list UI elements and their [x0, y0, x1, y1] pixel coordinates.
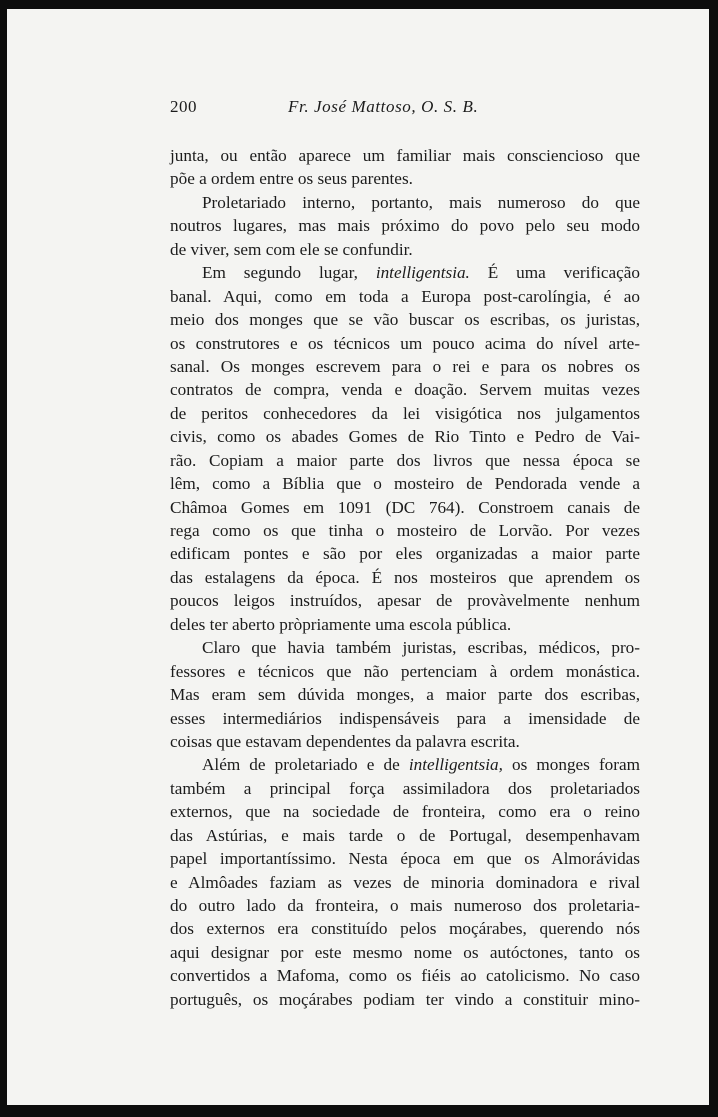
text-line: das Astúrias, e mais tarde o de Portugal, desempenhavam — [170, 825, 640, 845]
text-line: aqui designar por este mesmo nome os autóctones, tanto os — [170, 942, 640, 962]
text-line: lêm, como a Bíblia que o mosteiro de Pendorada vende a — [170, 474, 640, 494]
text-line: deles ter aberto pròpriamente uma escola pública. — [170, 614, 512, 634]
text-line: das estalagens da época. É nos mosteiros que aprendem os — [170, 567, 640, 587]
page-header — [170, 97, 640, 121]
text-line: do outro lado da fronteira, o mais numeroso dos proletaria- — [170, 896, 640, 915]
text-line: português, os moçárabes podiam ter vindo a constituir mino- — [170, 989, 640, 1009]
text-line: Além de proletariado e de intelligentsia, os monges foram — [202, 755, 641, 775]
text-line: sanal. Os monges escrevem para o rei e para os nobres os — [170, 356, 640, 376]
text-line: Claro que havia também juristas, escribas, médicos, pro- — [202, 638, 640, 658]
text-line: esses intermediários indispensáveis para a imensidade de — [170, 708, 640, 728]
text-line: e Almôades faziam as vezes de minoria dominadora e rival — [170, 872, 640, 892]
italic-term: intelligentsia, — [408, 755, 503, 775]
text-line: rão. Copiam a maior parte dos livros que nessa época se — [170, 450, 640, 470]
text-line: meio dos monges que se vão buscar os escribas, os juristas, — [170, 310, 640, 330]
text-line: edificam pontes e são por eles organizadas a maior parte — [170, 544, 640, 564]
text-line: Mas eram sem dúvida monges, a maior parte dos escribas, — [170, 685, 640, 705]
text-line: junta, ou então aparece um familiar mais consciencioso que — [170, 146, 640, 165]
body-text — [170, 144, 640, 1011]
text-line: poucos leigos instruídos, apesar de provàvelmente nenhum — [170, 591, 640, 611]
text-line: Châmoa Gomes em 1091 (DC 764). Constroem canais de — [170, 497, 640, 517]
italic-term: intelligentsia. — [375, 263, 470, 283]
text-line: Em segundo lugar, intelligentsia. É uma verificação — [202, 263, 641, 283]
running-head: Fr. José Mattoso, O. S. B. — [288, 97, 479, 116]
text-line: os construtores e os técnicos um pouco acima do nível arte- — [170, 333, 640, 353]
text-line: civis, como os abades Gomes de Rio Tinto e Pedro de Vai- — [170, 427, 640, 447]
text-line: de viver, sem com ele se confundir. — [170, 239, 413, 259]
text-line: coisas que estavam dependentes da palavra escrita. — [170, 731, 520, 751]
text-line: noutros lugares, mas mais próximo do povo pelo seu modo — [170, 216, 640, 236]
text-line: põe a ordem entre os seus parentes. — [170, 169, 413, 189]
text-line: papel importantíssimo. Nesta época em que os Almorávidas — [170, 849, 640, 869]
text-line: também a principal força assimiladora dos proletariados — [170, 778, 640, 798]
text-line: dos externos era constituído pelos moçárabes, querendo nós — [170, 919, 640, 939]
text-line: externos, que na sociedade de fronteira, como era o reino — [170, 802, 640, 822]
text-line: fessores e técnicos que não pertenciam à ordem monástica. — [170, 661, 640, 681]
page-number: 200 — [170, 97, 197, 116]
text-line: rega como os que tinha o mosteiro de Lorvão. Por vezes — [170, 521, 640, 540]
text-line: Proletariado interno, portanto, mais numeroso do que — [202, 192, 640, 212]
text-line: convertidos a Mafoma, como os fiéis ao catolicismo. No caso — [170, 966, 640, 986]
text-line: banal. Aqui, como em toda a Europa post-carolíngia, é ao — [170, 286, 640, 306]
text-line: de peritos conhecedores da lei visigótica nos julgamentos — [170, 403, 640, 423]
text-line: contratos de compra, venda e doação. Servem muitas vezes — [170, 380, 640, 400]
